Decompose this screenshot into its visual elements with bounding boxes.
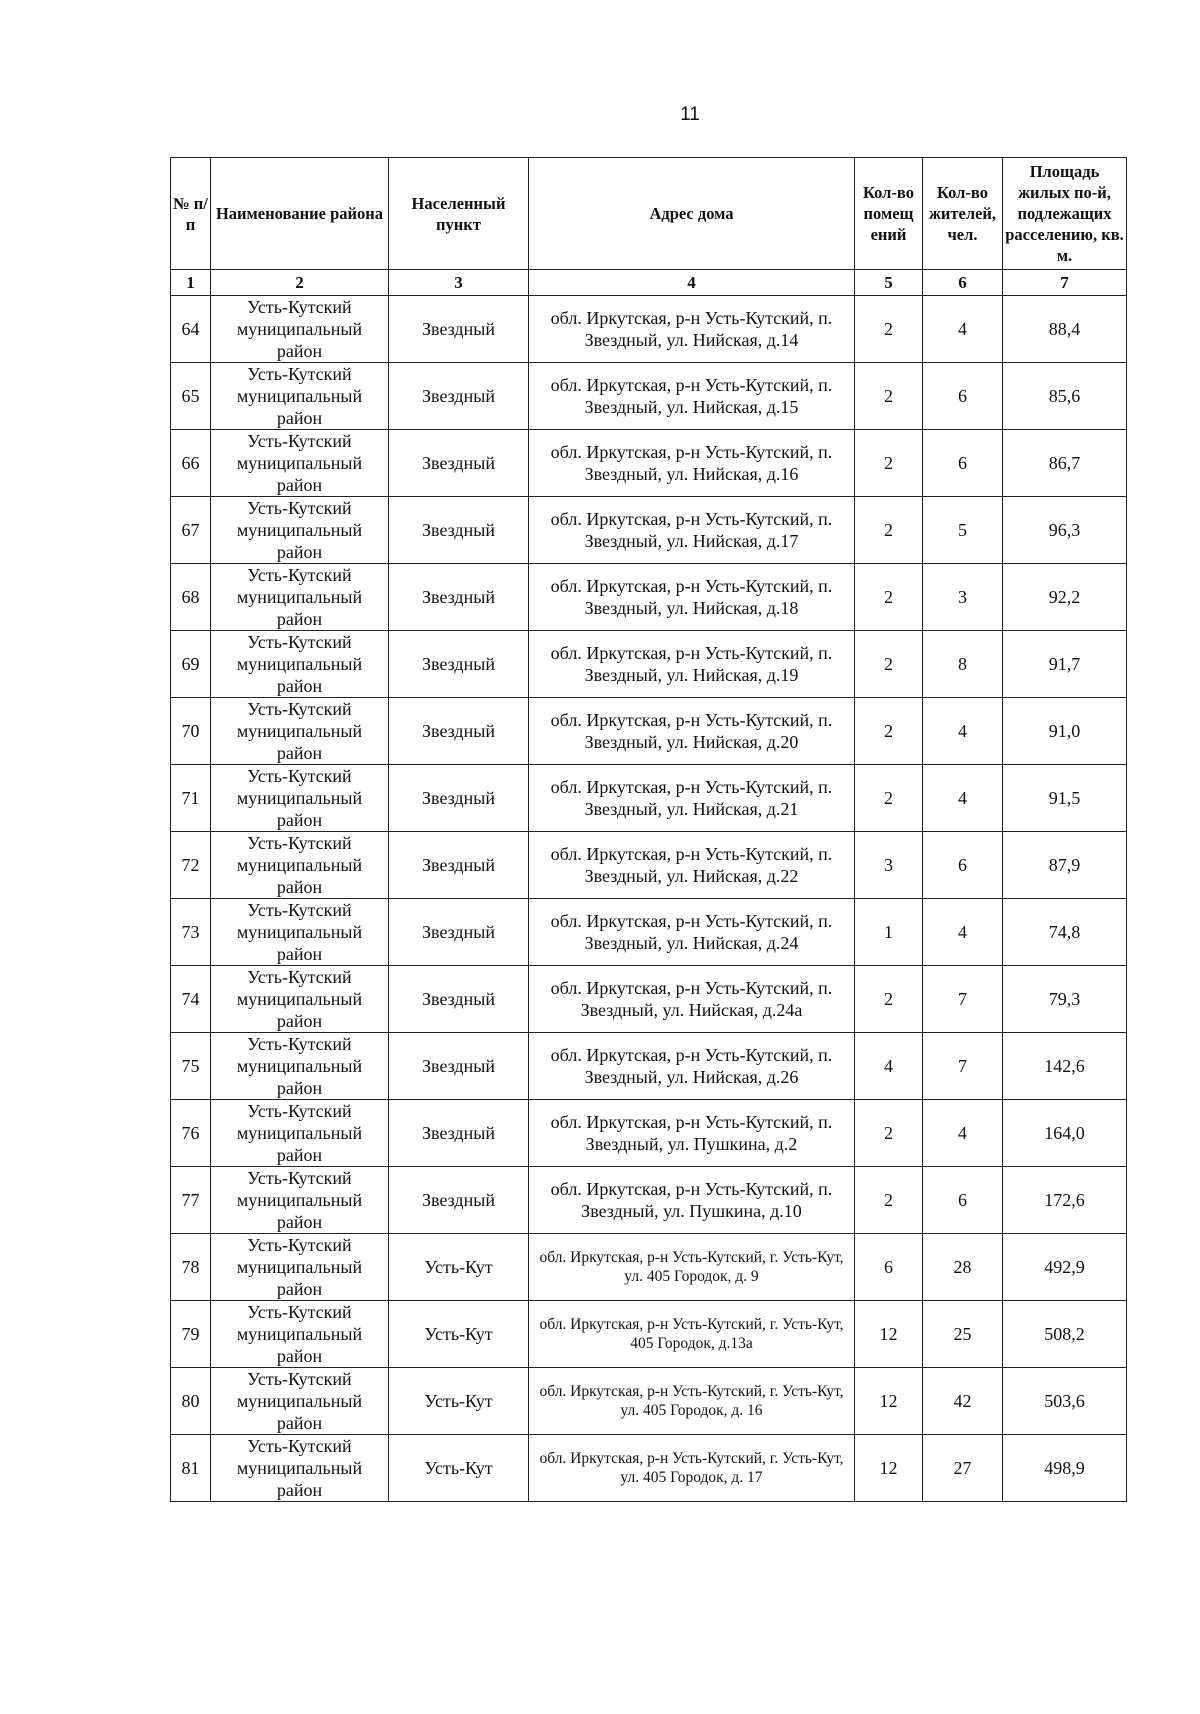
row-number-cell: 76 bbox=[171, 1100, 211, 1167]
locality-cell: Звездный bbox=[389, 631, 529, 698]
locality-cell: Усть-Кут bbox=[389, 1368, 529, 1435]
rooms-count-cell: 6 bbox=[855, 1234, 923, 1301]
district-cell: Усть-Кутский муниципальный район bbox=[211, 899, 389, 966]
residents-count-cell: 5 bbox=[923, 497, 1003, 564]
rooms-count-cell: 2 bbox=[855, 296, 923, 363]
rooms-count-cell: 4 bbox=[855, 1033, 923, 1100]
rooms-count-cell: 12 bbox=[855, 1368, 923, 1435]
locality-cell: Усть-Кут bbox=[389, 1301, 529, 1368]
district-cell: Усть-Кутский муниципальный район bbox=[211, 1167, 389, 1234]
address-cell: обл. Иркутская, р-н Усть-Кутский, п. Звездный, ул. Пушкина, д.10 bbox=[529, 1167, 855, 1234]
table-row bbox=[171, 1301, 1127, 1368]
residents-count-cell: 4 bbox=[923, 765, 1003, 832]
locality-cell: Звездный bbox=[389, 497, 529, 564]
rooms-count-cell: 2 bbox=[855, 966, 923, 1033]
rooms-count-cell: 2 bbox=[855, 1167, 923, 1234]
table-row bbox=[171, 1167, 1127, 1234]
row-number-cell: 71 bbox=[171, 765, 211, 832]
district-cell: Усть-Кутский муниципальный район bbox=[211, 363, 389, 430]
area-cell: 172,6 bbox=[1003, 1167, 1127, 1234]
residents-count-cell: 6 bbox=[923, 1167, 1003, 1234]
row-number-cell: 79 bbox=[171, 1301, 211, 1368]
address-cell: обл. Иркутская, р-н Усть-Кутский, г. Усть-Кут, ул. 405 Городок, д. 9 bbox=[529, 1234, 855, 1301]
row-number-cell: 78 bbox=[171, 1234, 211, 1301]
table-row bbox=[171, 430, 1127, 497]
row-number-cell: 74 bbox=[171, 966, 211, 1033]
row-number-cell: 73 bbox=[171, 899, 211, 966]
area-cell: 86,7 bbox=[1003, 430, 1127, 497]
district-cell: Усть-Кутский муниципальный район bbox=[211, 966, 389, 1033]
area-cell: 498,9 bbox=[1003, 1435, 1127, 1502]
table-row bbox=[171, 296, 1127, 363]
area-cell: 91,5 bbox=[1003, 765, 1127, 832]
rooms-count-cell: 2 bbox=[855, 497, 923, 564]
rooms-count-cell: 2 bbox=[855, 363, 923, 430]
address-cell: обл. Иркутская, р-н Усть-Кутский, п. Звездный, ул. Нийская, д.22 bbox=[529, 832, 855, 899]
residents-count-cell: 27 bbox=[923, 1435, 1003, 1502]
rooms-count-cell: 12 bbox=[855, 1435, 923, 1502]
area-cell: 92,2 bbox=[1003, 564, 1127, 631]
resettlement-table bbox=[170, 157, 1127, 1502]
table-row bbox=[171, 497, 1127, 564]
rooms-count-cell: 2 bbox=[855, 430, 923, 497]
header-residents: Кол-во жителей, чел. bbox=[923, 158, 1003, 270]
row-number-cell: 67 bbox=[171, 497, 211, 564]
table-row bbox=[171, 765, 1127, 832]
column-number: 7 bbox=[1003, 270, 1127, 296]
district-cell: Усть-Кутский муниципальный район bbox=[211, 497, 389, 564]
residents-count-cell: 4 bbox=[923, 698, 1003, 765]
district-cell: Усть-Кутский муниципальный район bbox=[211, 564, 389, 631]
area-cell: 88,4 bbox=[1003, 296, 1127, 363]
address-cell: обл. Иркутская, р-н Усть-Кутский, п. Звездный, ул. Нийская, д.19 bbox=[529, 631, 855, 698]
row-number-cell: 69 bbox=[171, 631, 211, 698]
table-row bbox=[171, 1234, 1127, 1301]
locality-cell: Звездный bbox=[389, 832, 529, 899]
address-cell: обл. Иркутская, р-н Усть-Кутский, п. Звездный, ул. Нийская, д.17 bbox=[529, 497, 855, 564]
address-cell: обл. Иркутская, р-н Усть-Кутский, п. Звездный, ул. Нийская, д.16 bbox=[529, 430, 855, 497]
row-number-cell: 77 bbox=[171, 1167, 211, 1234]
area-cell: 508,2 bbox=[1003, 1301, 1127, 1368]
area-cell: 79,3 bbox=[1003, 966, 1127, 1033]
residents-count-cell: 4 bbox=[923, 296, 1003, 363]
residents-count-cell: 25 bbox=[923, 1301, 1003, 1368]
locality-cell: Звездный bbox=[389, 1033, 529, 1100]
district-cell: Усть-Кутский муниципальный район bbox=[211, 1435, 389, 1502]
address-cell: обл. Иркутская, р-н Усть-Кутский, п. Звездный, ул. Нийская, д.24 bbox=[529, 899, 855, 966]
residents-count-cell: 4 bbox=[923, 899, 1003, 966]
area-cell: 492,9 bbox=[1003, 1234, 1127, 1301]
row-number-cell: 65 bbox=[171, 363, 211, 430]
area-cell: 87,9 bbox=[1003, 832, 1127, 899]
page-number: 11 bbox=[680, 104, 700, 125]
row-number-cell: 70 bbox=[171, 698, 211, 765]
locality-cell: Усть-Кут bbox=[389, 1435, 529, 1502]
column-number: 5 bbox=[855, 270, 923, 296]
table-row bbox=[171, 1368, 1127, 1435]
residents-count-cell: 6 bbox=[923, 430, 1003, 497]
area-cell: 164,0 bbox=[1003, 1100, 1127, 1167]
rooms-count-cell: 1 bbox=[855, 899, 923, 966]
locality-cell: Звездный bbox=[389, 363, 529, 430]
column-number: 3 bbox=[389, 270, 529, 296]
locality-cell: Звездный bbox=[389, 765, 529, 832]
table-row bbox=[171, 1033, 1127, 1100]
area-cell: 91,0 bbox=[1003, 698, 1127, 765]
header-area: Площадь жилых по-й, подлежащих расселению, кв. м. bbox=[1003, 158, 1127, 270]
area-cell: 96,3 bbox=[1003, 497, 1127, 564]
column-number-row bbox=[171, 270, 1127, 296]
area-cell: 74,8 bbox=[1003, 899, 1127, 966]
address-cell: обл. Иркутская, р-н Усть-Кутский, п. Звездный, ул. Нийская, д.20 bbox=[529, 698, 855, 765]
header-address: Адрес дома bbox=[529, 158, 855, 270]
row-number-cell: 80 bbox=[171, 1368, 211, 1435]
district-cell: Усть-Кутский муниципальный район bbox=[211, 1033, 389, 1100]
row-number-cell: 81 bbox=[171, 1435, 211, 1502]
table-row bbox=[171, 966, 1127, 1033]
locality-cell: Звездный bbox=[389, 899, 529, 966]
address-cell: обл. Иркутская, р-н Усть-Кутский, п. Звездный, ул. Нийская, д.21 bbox=[529, 765, 855, 832]
row-number-cell: 72 bbox=[171, 832, 211, 899]
residents-count-cell: 28 bbox=[923, 1234, 1003, 1301]
table-row bbox=[171, 899, 1127, 966]
table-row bbox=[171, 698, 1127, 765]
table-row bbox=[171, 1435, 1127, 1502]
district-cell: Усть-Кутский муниципальный район bbox=[211, 430, 389, 497]
area-cell: 91,7 bbox=[1003, 631, 1127, 698]
header-row bbox=[171, 158, 1127, 270]
locality-cell: Звездный bbox=[389, 296, 529, 363]
table-row bbox=[171, 1100, 1127, 1167]
locality-cell: Звездный bbox=[389, 966, 529, 1033]
address-cell: обл. Иркутская, р-н Усть-Кутский, г. Усть-Кут, 405 Городок, д.13а bbox=[529, 1301, 855, 1368]
residents-count-cell: 8 bbox=[923, 631, 1003, 698]
rooms-count-cell: 3 bbox=[855, 832, 923, 899]
district-cell: Усть-Кутский муниципальный район bbox=[211, 1368, 389, 1435]
locality-cell: Усть-Кут bbox=[389, 1234, 529, 1301]
column-number: 4 bbox=[529, 270, 855, 296]
district-cell: Усть-Кутский муниципальный район bbox=[211, 1234, 389, 1301]
rooms-count-cell: 2 bbox=[855, 631, 923, 698]
table-row bbox=[171, 564, 1127, 631]
locality-cell: Звездный bbox=[389, 430, 529, 497]
table-row bbox=[171, 363, 1127, 430]
address-cell: обл. Иркутская, р-н Усть-Кутский, п. Звездный, ул. Нийская, д.14 bbox=[529, 296, 855, 363]
residents-count-cell: 7 bbox=[923, 1033, 1003, 1100]
district-cell: Усть-Кутский муниципальный район bbox=[211, 1100, 389, 1167]
residents-count-cell: 6 bbox=[923, 832, 1003, 899]
row-number-cell: 75 bbox=[171, 1033, 211, 1100]
district-cell: Усть-Кутский муниципальный район bbox=[211, 698, 389, 765]
district-cell: Усть-Кутский муниципальный район bbox=[211, 765, 389, 832]
locality-cell: Звездный bbox=[389, 564, 529, 631]
table-row bbox=[171, 631, 1127, 698]
district-cell: Усть-Кутский муниципальный район bbox=[211, 296, 389, 363]
header-locality: Населенный пункт bbox=[389, 158, 529, 270]
address-cell: обл. Иркутская, р-н Усть-Кутский, п. Звездный, ул. Нийская, д.15 bbox=[529, 363, 855, 430]
area-cell: 85,6 bbox=[1003, 363, 1127, 430]
address-cell: обл. Иркутская, р-н Усть-Кутский, п. Звездный, ул. Нийская, д.24а bbox=[529, 966, 855, 1033]
residents-count-cell: 7 bbox=[923, 966, 1003, 1033]
locality-cell: Звездный bbox=[389, 1167, 529, 1234]
address-cell: обл. Иркутская, р-н Усть-Кутский, п. Звездный, ул. Нийская, д.18 bbox=[529, 564, 855, 631]
column-number: 1 bbox=[171, 270, 211, 296]
residents-count-cell: 6 bbox=[923, 363, 1003, 430]
area-cell: 503,6 bbox=[1003, 1368, 1127, 1435]
header-rooms: Кол-во помещ ений bbox=[855, 158, 923, 270]
locality-cell: Звездный bbox=[389, 698, 529, 765]
residents-count-cell: 3 bbox=[923, 564, 1003, 631]
address-cell: обл. Иркутская, р-н Усть-Кутский, г. Усть-Кут, ул. 405 Городок, д. 17 bbox=[529, 1435, 855, 1502]
row-number-cell: 64 bbox=[171, 296, 211, 363]
header-district: Наименование района bbox=[211, 158, 389, 270]
column-number: 6 bbox=[923, 270, 1003, 296]
district-cell: Усть-Кутский муниципальный район bbox=[211, 631, 389, 698]
rooms-count-cell: 2 bbox=[855, 765, 923, 832]
address-cell: обл. Иркутская, р-н Усть-Кутский, п. Звездный, ул. Пушкина, д.2 bbox=[529, 1100, 855, 1167]
header-number: № п/п bbox=[171, 158, 211, 270]
address-cell: обл. Иркутская, р-н Усть-Кутский, г. Усть-Кут, ул. 405 Городок, д. 16 bbox=[529, 1368, 855, 1435]
locality-cell: Звездный bbox=[389, 1100, 529, 1167]
residents-count-cell: 4 bbox=[923, 1100, 1003, 1167]
column-number: 2 bbox=[211, 270, 389, 296]
address-cell: обл. Иркутская, р-н Усть-Кутский, п. Звездный, ул. Нийская, д.26 bbox=[529, 1033, 855, 1100]
rooms-count-cell: 12 bbox=[855, 1301, 923, 1368]
rooms-count-cell: 2 bbox=[855, 564, 923, 631]
district-cell: Усть-Кутский муниципальный район bbox=[211, 832, 389, 899]
residents-count-cell: 42 bbox=[923, 1368, 1003, 1435]
area-cell: 142,6 bbox=[1003, 1033, 1127, 1100]
row-number-cell: 66 bbox=[171, 430, 211, 497]
district-cell: Усть-Кутский муниципальный район bbox=[211, 1301, 389, 1368]
rooms-count-cell: 2 bbox=[855, 698, 923, 765]
row-number-cell: 68 bbox=[171, 564, 211, 631]
rooms-count-cell: 2 bbox=[855, 1100, 923, 1167]
table-row bbox=[171, 832, 1127, 899]
